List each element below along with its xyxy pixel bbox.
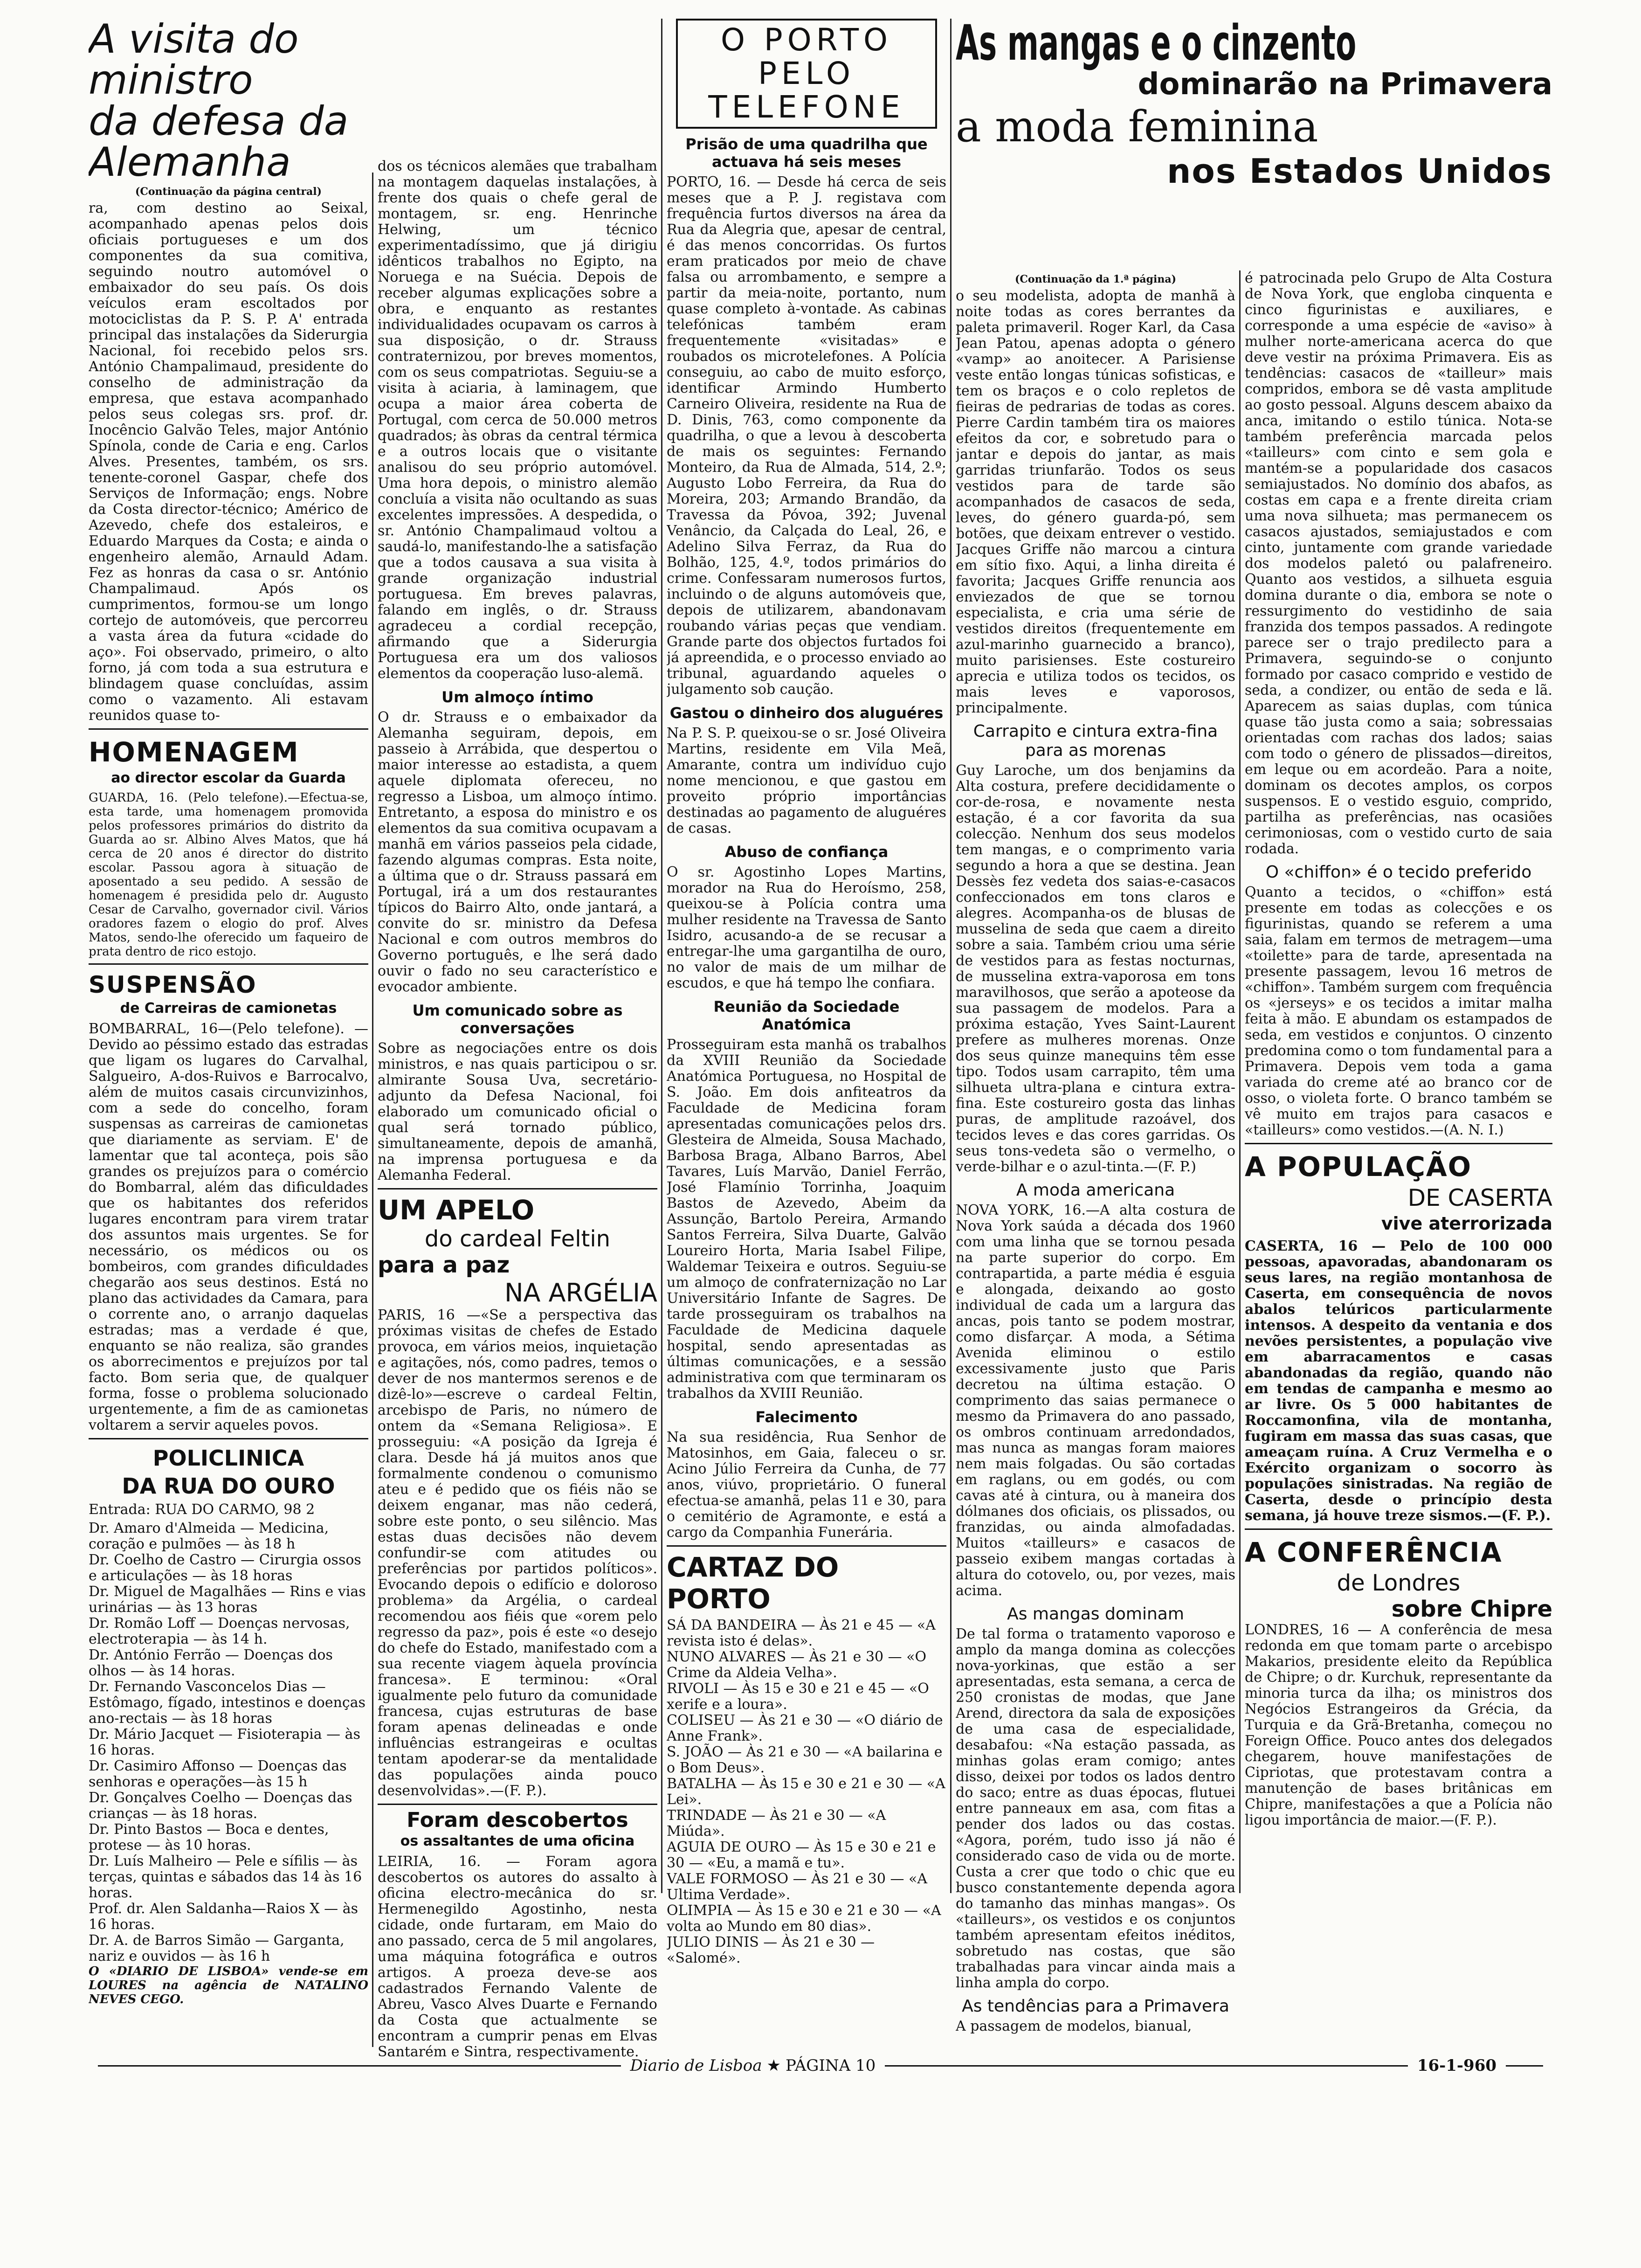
column-5 (1245, 270, 1552, 2070)
box-line-1: O PORTO (721, 22, 892, 58)
cartaz-item: COLISEU — Às 21 e 30 — «O diário de Anne Frank». (667, 1712, 943, 1744)
footer-rule (98, 2065, 621, 2067)
carrapito-headline: Carrapito e cintura extra-fina para as morenas (973, 722, 1218, 760)
moda-headline-block (956, 19, 1552, 280)
cartaz-item: RIVOLI — Às 15 e 30 e 21 e 45 — «O xerife e a loura». (667, 1680, 929, 1713)
doctor-item: Dr. Pinto Bastos — Boca e dentes, protese — às 10 horas. (89, 1821, 329, 1853)
conferencia-text: LONDRES, 16 — A conferência de mesa redonda em que tomam parte o arcebispo Makarios, presidente eleito da República de Chipre; o dr. Kurchuk, representante da minoria turca da ilha; os ministros dos Negócios Estrangeiros da Grécia, da Turquia e da Grã-Bretanha, começou no Foreign Office. Pouco antes dos delegados chegarem, houve manifestações de Cipriotas, que protestavam contra a manutenção de bases britânicas em Chipre, manifestações a que a Polícia não ligou importância de maior.—(F. P.). (1245, 1622, 1552, 1828)
headline-visita-line1: A visita do ministro (89, 19, 299, 104)
populacao-text: CASERTA, 16 — Pelo de 100 000 pessoas, apavoradas, abandonaram os seus lares, na região montanhosa de Caserta, em consequência de novos abalos telúricos particularmente intensos. A despeito da ventania e dos nevões persistentes, a população vive em abarracamentos e casas abandonadas da região, quando não em tendas de campanha e mesmo ao ar livre. Os 5 000 habitantes de Roccamonfina, vila de montanha, fugiram em massa das suas casas, que ameaçam ruína. A Cruz Vermelha e o Exército organizam o socorro às populações sinistradas. Na região de Caserta, desde o princípio desta semana, já houve treze sismos.—(F. P.). (1245, 1238, 1552, 1524)
policlinica-entrada: Entrada: RUA DO CARMO, 98 2 (89, 1501, 315, 1518)
homenagem-text: GUARDA, 16. (Pelo telefone).—Efectua-se, esta tarde, uma homenagem promovida pelos professores primários do distrito da Guarda ao sr. Albino Alves Matos, que há cerca de 20 anos é director do distrito escolar. Passou agora à situação de aposentado a seu pedido. A sessão de homenagem é presidida pelo dr. Augusto Cesar de Carvalho, governador civil. Vários oradores fazem o elogio do prof. Alves Matos, sendo-lhe oferecido um faqueiro de prata dentro de rico estojo. (89, 791, 368, 959)
apelo-headline: UM APELO (378, 1194, 535, 1226)
box-line-2: PELO (758, 55, 855, 91)
doctor-item: Dr. Fernando Vasconcelos Dias — Estômago, fígado, intestinos e doenças ano-rectais — às 18 horas (89, 1679, 366, 1727)
headline-estados-unidos: nos Estados Unidos (1167, 152, 1552, 191)
falecimento-text: Na sua residência, Rua Senhor de Matosinhos, em Gaia, faleceu o sr. Acino Júlio Ferreira da Cunha, de 77 anos, viúvo, proprietário. O funeral efectua-se amanhã, pelas 11 e 30, para o cemitério de Agramonte, e está a cargo da Companhia Funerária. (667, 1429, 946, 1541)
box-line-3: TELEFONE (708, 89, 905, 125)
divider (378, 1188, 657, 1189)
porto-telefone-box (676, 19, 937, 129)
footer-masthead: Diario de Lisboa (630, 2056, 762, 2075)
cartaz-item: OLIMPIA — Às 15 e 30 e 21 e 30 — «A volta ao Mundo em 80 dias». (667, 1902, 941, 1935)
gastou-text: Na P. S. P. queixou-se o sr. José Oliveira Martins, residente em Vila Meã, Amarante, contra um indivíduo cujo nome mencionou, e que gastou em proveito próprio importâncias destinadas ao pagamento de aluguéres de casas. (667, 725, 946, 837)
abuso-text: O sr. Agostinho Lopes Martins, morador na Rua do Heroísmo, 258, queixou-se à Polícia contra uma mulher residente na Travessa de Santo Isidro, acusando-a de se recusar a entregar-lhe uma gargantilha de ouro, no valor de mais de um milhar de escudos, e que há tempo lhe confiara. (667, 864, 946, 991)
descobertos-headline: Foram descobertos (407, 1808, 628, 1832)
apelo-line3: para a paz (378, 1252, 510, 1278)
prisao-headline: Prisão de uma quadrilha que actuava há seis meses (685, 135, 928, 171)
chiffon-headline: O «chiffon» é o tecido preferido (1265, 863, 1532, 882)
abuso-headline: Abuso de confiança (724, 843, 889, 861)
divider (89, 1438, 368, 1439)
column-3 (667, 19, 946, 1966)
populacao-line2: DE CASERTA (1407, 1184, 1552, 1211)
descobertos-subheadline: os assaltantes de uma oficina (400, 1833, 635, 1849)
footer-star: ★ (766, 2056, 781, 2075)
doctor-item: Dr. Amaro d'Almeida — Medicina, coração e pulmões — às 18 h (89, 1520, 329, 1552)
divider (667, 1545, 946, 1547)
doctor-item: Dr. António Ferrão — Doenças dos olhos — às 14 horas. (89, 1647, 333, 1679)
divider (1245, 1143, 1552, 1144)
moda-text-2: é patrocinada pelo Grupo de Alta Costura de Nova York, que engloba cinquenta e cinco figurinistas e auxiliares, e corresponde a uma espécie de «aviso» à mulher norte-americana acerca do que deve vestir na próxima Primavera. Eis as tendências: casacos de «tailleur» mais compridos, embora se dê vasta amplitude ao gosto pessoal. Alguns descem abaixo da anca, imitando o estilo túnica. Nota-se também preferência marcada pelos «tailleurs» com cinto e sem gola e mantém-se a popularidade dos casacos semiajustados. No domínio dos abafos, as costas em capa e a frente direita criam uma nova silhueta; mas permanecem os casacos ajustados, semiajustados e com cinto, juntamente com grande variedade dos modelos paletó ou palafreneiro. Quanto aos vestidos, a silhueta esguia domina durante o dia, embora se note o ressurgimento do vestidinho de saia franzida dos tempos passados. A redingote parece ser o trajo predilecto para a Primavera, seguindo-se o conjunto formado por casaco comprido e vestido de seda, a condizer, ou então de seda e lã. Aparecem as saias duplas, com túnica quase tão justa como a saia; sobressaias orientadas com rachas dos lados; saias com todo o género de plissados—direitos, em leque ou em acordeão. Para a noite, dominam os decotes amplos, os corpos suspensos. E o vestido esguio, comprido, partilha as preferências, nas ocasiões cerimoniosas, com o vestido curto de saia rodada. (1245, 270, 1552, 857)
americana-text: NOVA YORK, 16.—A alta costura de Nova York saúda a década dos 1960 com uma linha que se tornou pesada na parte superior do corpo. Em contrapartida, a parte média é esguia e alongada, deixando ao gosto individual de cada um a largura das ancas, pois tanto se podem mostrar, como disfarçar. A moda, a Sétima Avenida eliminou o estilo excessivamente justo que Paris decretou na última estação. O comprimento das saias permanece o mesmo da Primavera do ano passado, os ombros continuam arredondados, mas nunca as mangas foram maiores nem mais folgadas. Ou são cortadas em raglans, ou em godés, ou com cavas até à cintura, ou à maneira dos dólmanes dos oficiais, os plissados, ou franzidas, ou ainda almofadadas. Muitos «tailleurs» e casacos de passeio exibem mangas cortadas à altura do cotovelo, ou, por vezes, mais acima. (956, 1202, 1235, 1599)
conferencia-headline: A CONFERÊNCIA (1245, 1536, 1503, 1568)
doctor-item: Dr. Miguel de Magalhães — Rins e vias urinárias — às 13 horas (89, 1583, 366, 1616)
prisao-text: PORTO, 16. — Desde há cerca de seis meses que a P. J. registava com frequência furtos diversos na área da Rua da Alegria que, apesar de central, é das menos concorridas. Os furtos eram praticados por meio de chave falsa ou arrombamento, e sempre a partir da meia-noite, portanto, num quase completo à-vontade. As cabinas telefónicas também eram frequentemente «visitadas» e roubados os microtelefones. A Polícia conseguiu, ao cabo de muito esforço, identificar Armindo Humberto Carneiro Oliveira, residente na Rua de D. Dinis, 763, como componente da quadrilha, o que a levou à descoberta de mais os seguintes: Fernando Monteiro, da Rua de Almada, 514, 2.º; Augusto Lobo Ferreira, da Rua do Moreira, 203; Armando Brandão, da Travessa da Póvoa, 392; Juvenal Venâncio, da Calçada do Leal, 26, e Adelino Silva Ferraz, da Rua do Bolhão, 125, 4.º, todos primários do crime. Confessaram numerosos furtos, incluindo o de alguns automóveis que, depois de utilizarem, abandonavam roubando várias peças que vendiam. Grande parte dos objectos furtados foi já apreendida, e o processo enviado ao tribunal, aguardando aqueles o julgamento sob caução. (667, 174, 946, 698)
comunicado-text: Sobre as negociações entre os dois ministros, e nas quais participou o sr. almirante Sousa Uva, secretário-adjunto da Defesa Nacional, foi elaborado um comunicado oficial o qual será tornado público, simultaneamente, depois de amanhã, na imprensa portuguesa e da Alemanha Federal. (378, 1040, 657, 1183)
newspaper-page (89, 19, 1552, 2238)
apelo-text: PARIS, 16 —«Se a perspectiva das próximas visitas de chefes de Estado provoca, em vários meios, inquietação e agitações, nós, como padres, temos o dever de nos mantermos serenos e de dizê-lo»—escreve o cardeal Feltin, arcebispo de Paris, no número de ontem da «Semana Religiosa». E prosseguiu: «A posição da Igreja é clara. Desde há já muitos anos que formalmente condenou o comunismo ateu e é pedido que os fiéis não se deixem enganar, mas não cederá, sobre este ponto, o seu silêncio. Mas estas duas decisões não devem confundir-se com atitudes ou preferências por partidos políticos». Evocando depois o edifício e doloroso problema» da Argélia, o cardeal recomendou aos fiéis que «orem pelo regresso da paz», pois é este «o desejo do chefe do Estado, manifestado com a sua recente viagem àquela província francesa». E terminou: «Oral igualmente pelo futuro da comunidade francesa, cujas estruturas de base foram apenas delineadas e onde influências estrangeiras e ocultas tentam apoderar-se da mentalidade das populações ainda pouco desenvolvidas».—(F. P.). (378, 1307, 657, 1799)
moda-text-1: o seu modelista, adopta de manhã à noite todas as cores berrantes da paleta primaveril. Roger Karl, da Casa Jean Patou, apenas adopta o género «vamp» ao anoitecer. A Parisiense veste então longas túnicas sofisticas, e tem os braços e o colo repletos de fieiras de pedrarias de todas as cores. Pierre Cardin também tira os maiores efeitos da cor, e sobretudo para o jantar e depois do jantar, as mais garridas triunfarão. Todos os seus vestidos para de tarde são acompanhados de casacos de seda, leves, do género guarda-pó, sem botões, que deixam entrever o vestido. Jacques Griffe não marcou a cintura em sítio fixo. Aqui, a linha direita é favorita; Jacques Griffe renuncia aos enviezados de que se tornou especialista, e cria uma série de vestidos direitos (frequentemente em azul-marinho guarnecido a branco), muito parisienses. Este costureiro aprecia e utiliza todos os tecidos, os mais leves e vaporosos, principalmente. (956, 288, 1235, 716)
doctor-item: Dr. Coelho de Castro — Cirurgia ossos e articulações — às 18 horas (89, 1552, 361, 1584)
apelo-line4: NA ARGÉLIA (504, 1278, 657, 1307)
cartaz-item: VALE FORMOSO — Às 21 e 30 — «A Ultima Verdade». (667, 1871, 928, 1903)
footer-date: 16-1-960 (1417, 2056, 1497, 2075)
column-rule (1239, 270, 1241, 1893)
doctor-item: Dr. Romão Loff — Doenças nervosas, electroterapia — às 14 h. (89, 1615, 350, 1647)
cartaz-item: SÁ DA BANDEIRA — Às 21 e 45 — «A revista isto é delas». (667, 1617, 936, 1649)
falecimento-headline: Falecimento (755, 1408, 858, 1426)
suspensao-subheadline: de Carreiras de camionetas (120, 1000, 337, 1016)
headline-mangas: As mangas e o cinzento (956, 19, 1357, 71)
cartaz-headline: CARTAZ DO PORTO (667, 1551, 839, 1615)
divider (1245, 1528, 1552, 1530)
continuation-note: (Continuação da página central) (135, 186, 322, 198)
doctor-item: Dr. A. de Barros Simão — Garganta, nariz e ouvidos — às 16 h (89, 1932, 345, 1964)
cartaz-item: S. JOÃO — Às 21 e 30 — «A bailarina e o Bom Deus». (667, 1744, 943, 1776)
conferencia-line3: sobre Chipre (1391, 1596, 1552, 1622)
doctor-item: Dr. Mário Jacquet — Fisioterapia — às 16 horas. (89, 1726, 360, 1758)
divider (89, 963, 368, 965)
apelo-line2: do cardeal Feltin (424, 1226, 611, 1252)
chiffon-text: Quanto a tecidos, o «chiffon» está presente em todas as colecções e os figurinistas, quando se referem a uma saia, falam em termos de metragem—uma «toilette» para de tarde, apresentada na presente passagem, levou 16 metros de «chiffon». Também surgem com frequência os «jerseys» e os tecidos a imitar malha feita à mão. E abundam os estampados de seda, em vestidos e conjuntos. O cinzento predomina como o tom fundamental para a Primavera. Depois vem toda a gama variada do creme até ao branco cor de osso, o violeta forte. O branco também se vê muito em trajos para casacos e «tailleurs» como vestidos.—(A. N. I.) (1245, 884, 1552, 1138)
populacao-headline: A POPULAÇÃO (1245, 1151, 1472, 1182)
cartaz-item: BATALHA — Às 15 e 30 e 21 e 30 — «A Lei». (667, 1776, 945, 1808)
populacao-line3: vive aterrorizada (1381, 1213, 1552, 1234)
policlinica-title-2: DA RUA DO OURO (122, 1473, 335, 1499)
suspensao-text: BOMBARRAL, 16—(Pelo telefone). — Devido ao péssimo estado das estradas que ligam os lugares do Carvalhal, Salgueiro, A-dos-Ruivos e Barrocalvo, além de muitos casais circunvizinhos, com a sede do concelho, foram suspensas as carreiras de camionetas que diariamente as serviam. E' de lamentar que tal aconteça, pois são grandes os prejuízos para o comércio do Bombarral, além das dificuldades que os habitantes dos referidos lugares encontram para virem tratar dos assuntos mais urgentes. Se for necessário, os médicos ou os bombeiros, com grandes dificuldades chegarão aos seus destinos. Está no plano das actividades da Camara, para o corrente ano, o arranjo daquelas estradas; mas a verdade é que, enquanto se não realiza, são grandes os aborrecimentos e prejuízos por tal facto. Bom seria que, de qualquer forma, fosse o problema solucionado urgentemente, a fim de as camionetas voltarem a servir aqueles povos. (89, 1021, 368, 1433)
americana-headline: A moda americana (1016, 1181, 1175, 1200)
column-rule (661, 19, 662, 1893)
doctor-item: Dr. Luís Malheiro — Pele e sífilis — às terças, quintas e sábados das 14 às 16 horas. (89, 1853, 362, 1901)
reuniao-text: Prosseguiram esta manhã os trabalhos da XVIII Reunião da Sociedade Anatómica Portuguesa, no Hospital de S. João. Em dois anfiteatros da Faculdade de Medicina foram apresentadas comunicações pelos drs. Glesteira de Almeida, Sousa Machado, Barbosa Braga, Albano Barros, Abel Tavares, Luís Marvão, Daniel Ferrão, José Flamínio Torrinha, Joaquim Bastos de Azevedo, Abeim da Assunção, Bartolo Pereira, Armando Santos Ferreira, Silva Duarte, Galvão Loureiro Horta, Maria Isabel Filipe, Waldemar Teixeira e outros. Seguiu-se um almoço de confraternização no Lar Universitário Infante de Sagres. De tarde prosseguiram os trabalhos na Faculdade de Medicina daquele hospital, sendo apresentadas as últimas comunicações, e a sessão administrativa com que terminaram os trabalhos da XVIII Reunião. (667, 1037, 946, 1402)
almoco-headline: Um almoço íntimo (441, 688, 593, 706)
gastou-headline: Gastou o dinheiro dos aluguéres (669, 704, 944, 722)
footer-rule (885, 2065, 1408, 2067)
column-2 (378, 159, 657, 2063)
doctor-item: Dr. Casimiro Affonso — Doenças das senhoras e operações—às 15 h (89, 1758, 347, 1790)
column-rule (950, 19, 952, 1893)
headline-moda-feminina: a moda feminina (956, 102, 1318, 152)
mangas-headline: As mangas dominam (1007, 1604, 1184, 1624)
almoco-text: O dr. Strauss e o embaixador da Alemanha seguiram, depois, em passeio à Arrábida, que despertou o maior interesse ao estadista, a quem aquele diplomata ofereceu, no regresso a Lisboa, um almoço íntimo. Entretanto, a esposa do ministro e os elementos da sua comitiva ocupavam a manhã em vários passeios pela cidade, fazendo algumas compras. Esta noite, a última que o dr. Strauss passará em Portugal, irá a um dos restaurantes típicos do Bairro Alto, onde jantará, a convite do sr. ministro da Defesa Nacional e com outros membros do Governo português, e lhe será dado ouvir o fado no seu característico e evocador ambiente. (378, 709, 657, 995)
homenagem-headline: HOMENAGEM (89, 736, 299, 768)
divider (89, 728, 368, 730)
cartaz-item: AGUIA DE OURO — Às 15 e 30 e 21 e 30 — «Eu, a mamã e tu». (667, 1839, 936, 1871)
continuation-note-moda: (Continuação da 1.ª página) (1014, 273, 1176, 285)
doctor-item: Dr. Gonçalves Coelho — Doenças das crianças — às 18 horas. (89, 1790, 352, 1822)
footer-page-number: PÁGINA 10 (785, 2056, 876, 2075)
visita-article-text: ra, com destino ao Seixal, acompanhado apenas pelos dois oficiais portugueses e um dos componentes da sua comitiva, seguindo noutro automóvel o embaixador do seu país. Os dois veículos eram escoltados por motociclistas da P. S. P. A' entrada principal das instalações da Siderurgia Nacional, foi recebido pelos srs. António Champalimaud, presidente do conselho de administração da empresa, que estava acompanhado pelos seus colegas srs. prof. dr. Inocêncio Galvão Teles, major António Spínola, conde de Caria e eng. Carlos Alves. Presentes, também, os srs. tenente-coronel Gaspar, chefe dos Serviços de Informação; engs. Nobre da Costa director-técnico; Américo de Azevedo, chefe dos estaleiros, e Eduardo Marques da Costa; e ainda o engenheiro alemão, Arnauld Adam. Fez as honras da casa o sr. António Champalimaud. Após os cumprimentos, formou-se um longo cortejo de automóveis, que percorreu a vasta área da futura «cidade do aço». Foi observado, primeiro, o alto forno, já com toda a sua estrutura e blindagem quase concluídas, assim como o vazamento. Ali estavam reunidos quase to- (89, 200, 368, 724)
column-4 (956, 270, 1235, 2070)
suspensao-headline: SUSPENSÃO (89, 971, 257, 998)
divider (378, 1804, 657, 1805)
cartaz-item: JULIO DINIS — Às 21 e 30 — «Salomé». (667, 1934, 875, 1966)
comunicado-headline: Um comunicado sobre as conversações (412, 1002, 623, 1037)
doctor-item: Prof. dr. Alen Saldanha—Raios X — às 16 horas. (89, 1901, 358, 1933)
cartaz-item: TRINDADE — Às 21 e 30 — «A Miúda». (667, 1807, 886, 1839)
cartaz-item: NUNO ALVARES — Às 21 e 30 — «O Crime da Aldeia Velha». (667, 1649, 927, 1681)
column-rule (372, 173, 373, 2047)
headline-visita-line2: da defesa da Alemanha (89, 98, 349, 186)
column-1 (89, 19, 368, 2009)
headline-primavera: dominarão na Primavera (1138, 67, 1552, 102)
reuniao-headline: Reunião da Sociedade Anatómica (713, 998, 900, 1033)
mangas-text: De tal forma o tratamento vaporoso e amplo da manga domina as colecções nova-yorkinas, que estão a ser apresentadas, esta semana, a cerca de 250 cronistas de modas, que Jane Arend, directora da sala de exposições de uma casa de especialidade, desabafou: «Na estação passada, as minhas golas eram comigo; antes disso, deixei por todos os lados dentro do saco; entre as duas épocas, flutuei entre panneaux em asa, com fitas a pender dos lados ou das costas. «Agora, porém, tudo isso já não é considerado caso de vida ou de morte. Custa a crer que todo o chic que eu busco constantemente dependa agora do tamanho das minhas mangas». Os «tailleurs», os vestidos e os conjuntos também apresentam efeitos inéditos, sobretudo nas costas, que são trabalhadas para vincar ainda mais a linha ampla do corpo. (956, 1626, 1235, 1991)
footer-ad: O «DIARIO DE LISBOA» vende-se em LOURES na agência de NATALINO NEVES CEGO. (89, 1964, 368, 2006)
cartaz-list (667, 1618, 946, 1966)
footer-rule (1506, 2065, 1543, 2067)
carrapito-text: Guy Laroche, um dos benjamins da Alta costura, prefere decididamente o cor-de-rosa, e novamente nesta estação, é a cor favorita da sua colecção. Nenhum dos seus modelos tem mangas, e o comprimento varia segundo a hora a que se destina. Jean Dessès fez vedeta dos saias-e-casacos confeccionados em tons claros e alegres. Acompanha-os de blusas de musselina de seda que caem a direito sobre a saia. Também criou uma série de vestidos para as festas nocturnas, de musselina extra-vaporosa em tons maravilhosos, que serão a apoteose da sua passagem de modelos. Para a próxima estação, Yves Saint-Laurent prefere as mulheres morenas. Onze dos seus quinze manequins têm esse tipo. Todos usam carrapito, têm uma silhueta ultra-plana e cintura extra-fina. Este costureiro gosta das linhas puras, de amplitude razoável, dos tecidos leves e das cores garridas. Os seus tons-vedeta são o vermelho, o verde-bilhar e o azul-tinta.—(F. P.) (956, 762, 1235, 1175)
doctor-list (89, 1521, 368, 1964)
homenagem-subheadline: ao director escolar da Guarda (111, 770, 346, 786)
tendencias-headline: As tendências para a Primavera (962, 1997, 1229, 2016)
descobertos-text: LEIRIA, 16. — Foram agora descobertos os autores do assalto à oficina electro-mecânica do sr. Hermenegildo Agostinho, nesta cidade, onde furtaram, em Maio do ano passado, cerca de 5 mil angolares, uma máquina fotográfica e outros artigos. A proeza deve-se aos cadastrados Fernando Valente de Abreu, Vasco Alves Duarte e Fernando da Costa que actualmente se encontram a cumprir penas em Elvas Santarém e Sintra, respectivamente. (378, 1853, 657, 2060)
page-footer (89, 2052, 1552, 2080)
visita-article-continued: dos os técnicos alemães que trabalham na montagem daquelas instalações, à frente dos quais o chefe geral de montagem, sr. eng. Henrinche Helwing, um técnico experimentadíssimo, que já dirigiu idênticos trabalhos no Egipto, na Noruega e na Suécia. Depois de receber algumas explicações sobre a obra, e enquanto as restantes individualidades ocupavam os carros à sua disposição, o dr. Strauss contraternizou, por breves momentos, com os seus compatriotas. Seguiu-se a visita à aciaria, à laminagem, que ocupa a maior área coberta de Portugal, com cerca de 50.000 metros quadrados; às obras da central térmica e a outros locais que o visitante analisou do seu próprio automóvel. Uma hora depois, o ministro alemão concluía a visita não ocultando as suas excelentes impressões. A despedida, o sr. António Champalimaud voltou a saudá-lo, manifestando-lhe a satisfação que a todos causava a sua visita à grande organização industrial portuguesa. Em breves palavras, falando em inglês, o dr. Strauss agradeceu a cordial recepção, afirmando que a Siderurgia Portuguesa era um dos valiosos elementos da cooperação luso-alemã. (378, 159, 657, 682)
conferencia-line2: de Londres (1337, 1570, 1461, 1596)
policlinica-title: POLICLINICA (152, 1445, 304, 1471)
tendencias-text: A passagem de modelos, bianual, (956, 2018, 1192, 2034)
